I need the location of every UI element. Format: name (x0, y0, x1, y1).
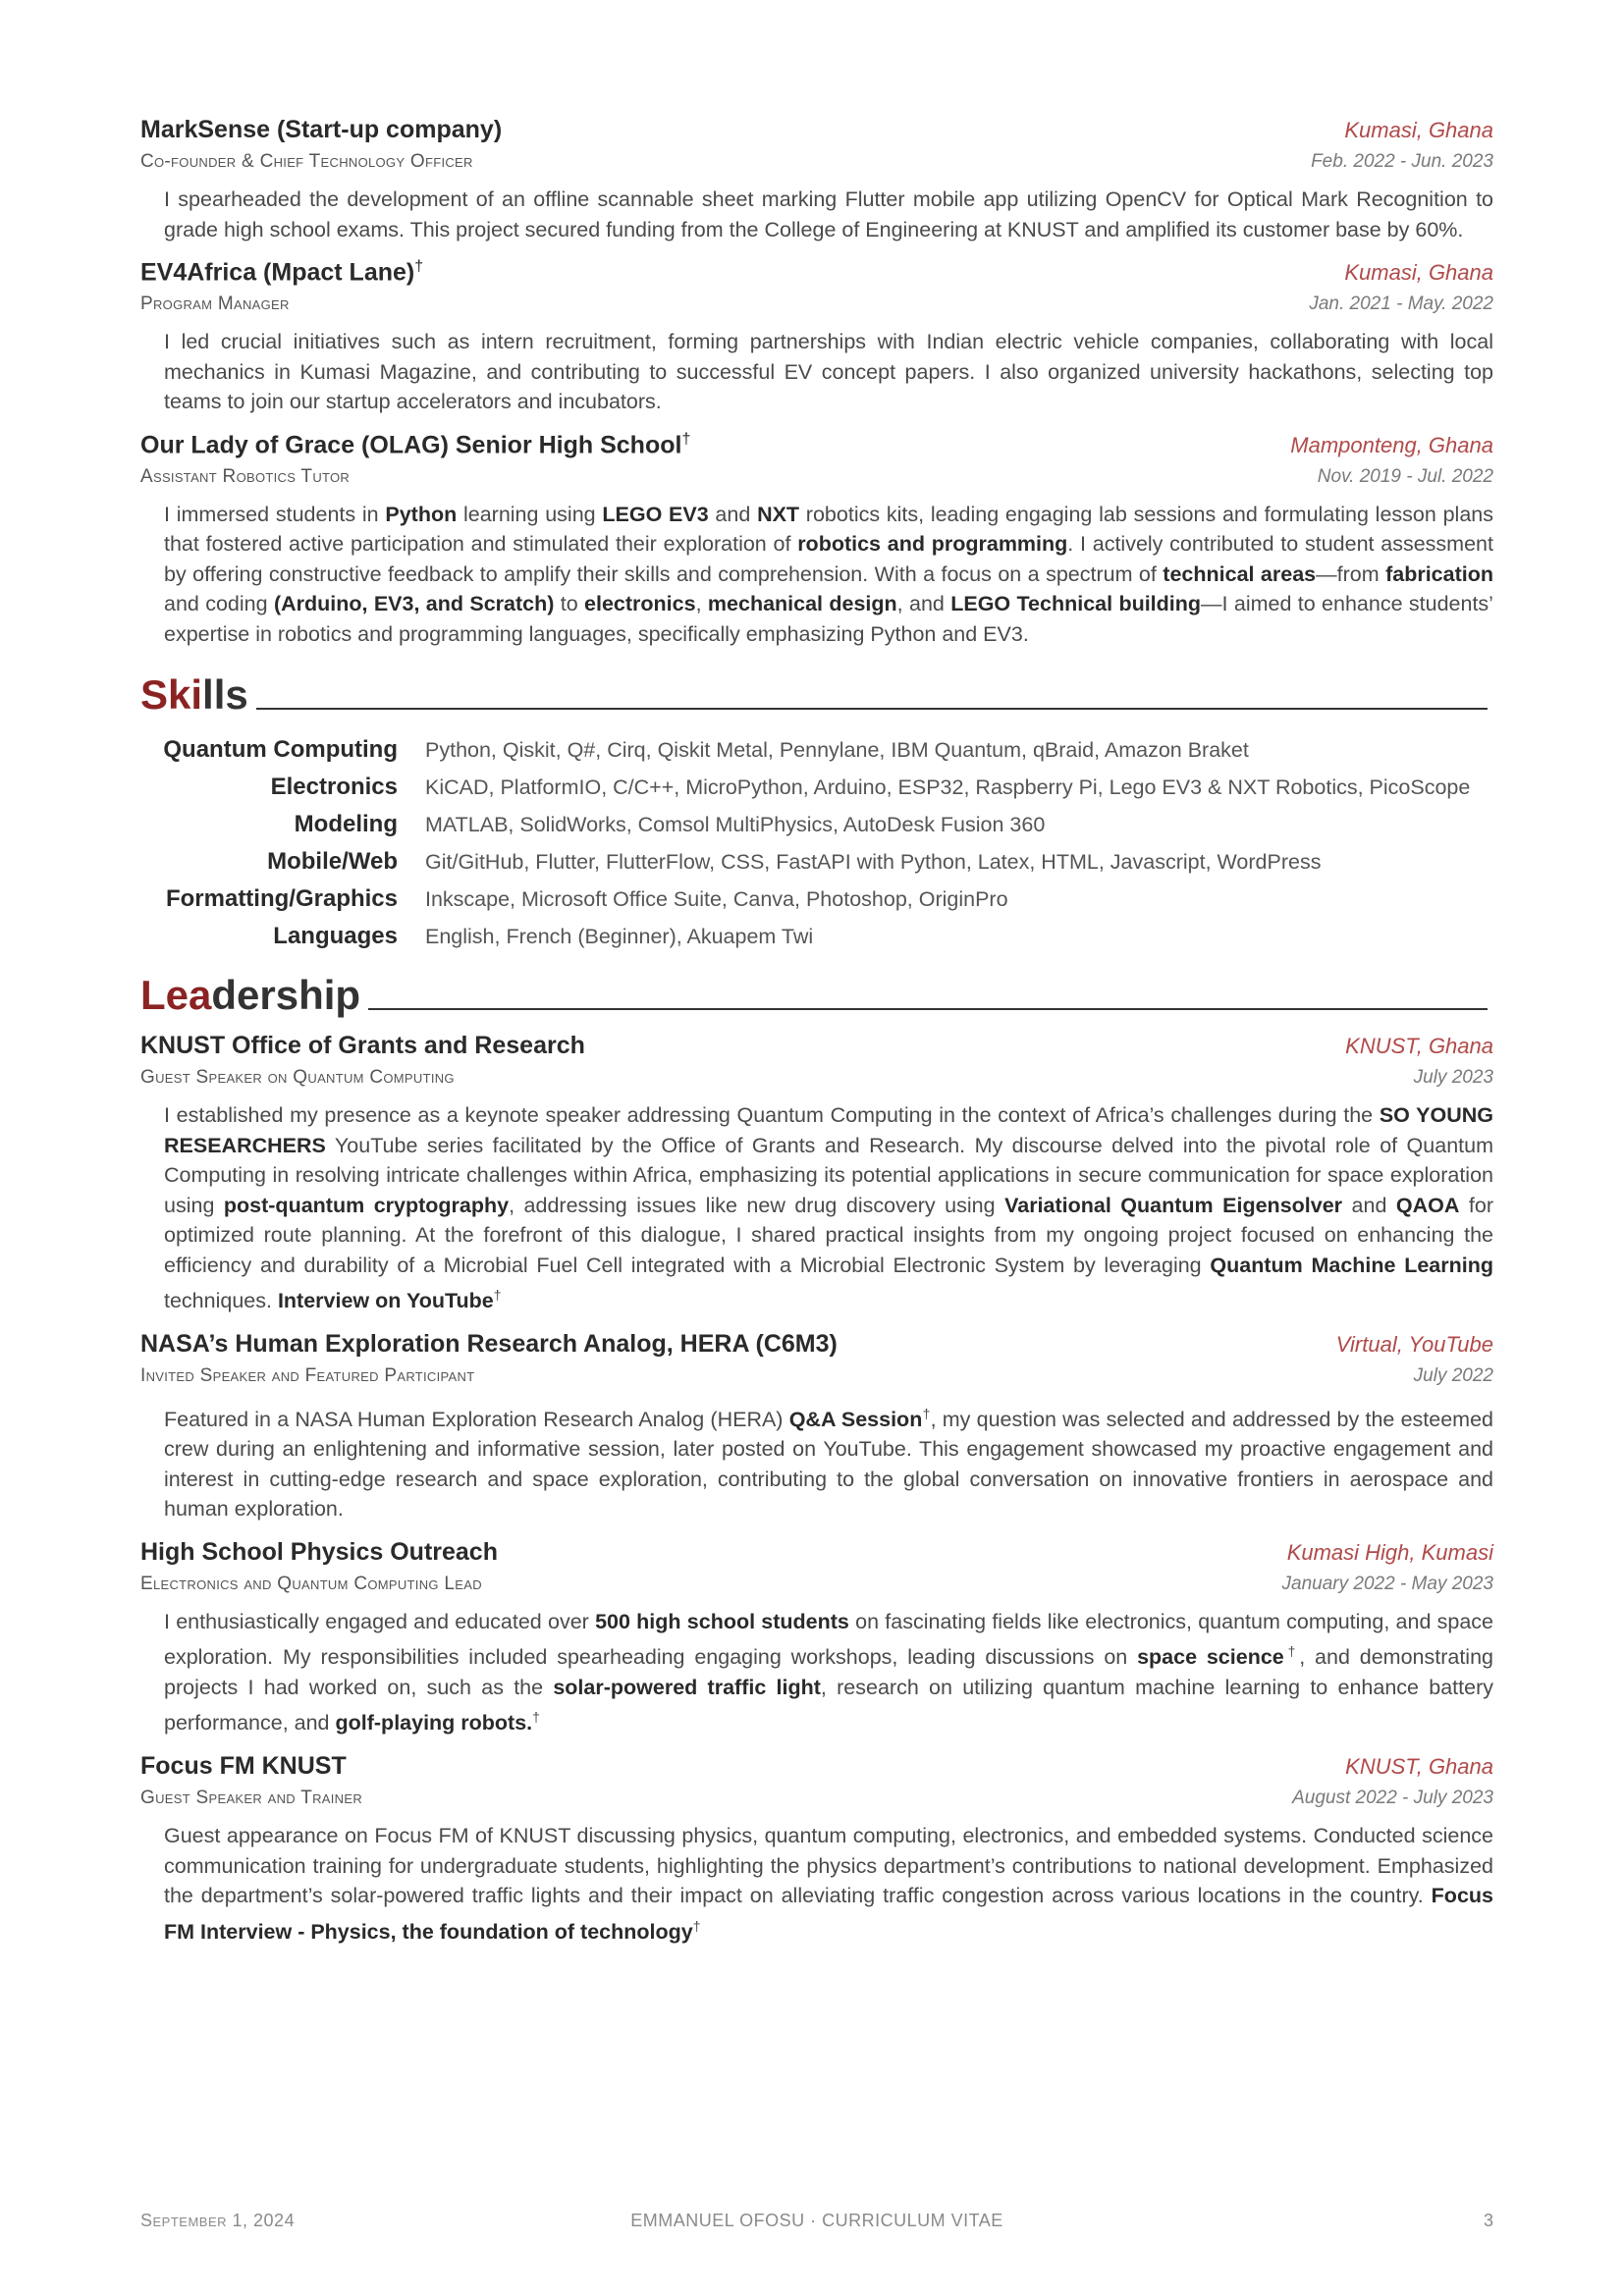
qa-session-link[interactable]: Q&A Session (788, 1407, 923, 1431)
entry-organization: KNUST Office of Grants and Research (140, 1032, 585, 1059)
leadership-entry-focus-fm (140, 1752, 1493, 1947)
skill-category: Formatting/Graphics (165, 885, 398, 912)
section-title-rest: dership (211, 972, 361, 1018)
entry-location: Kumasi, Ghana (1344, 260, 1493, 286)
experience-entry-ev4africa (140, 258, 1493, 417)
footer-page-number: 3 (1483, 2211, 1493, 2230)
cv-page (140, 116, 1493, 1960)
entry-description: I immersed students in Python learning using LEGO EV3 and NXT robotics kits, leading engaging lab sessions and formulating lesson plans that fostered active participation and stimulated their exploration of robotics and programming. I actively contributed to student assessment by offering constructive feedback to amplify their skills and comprehension. With a focus on a spectrum of technical areas—from fabrication and coding (Arduino, EV3, and Scratch) to electronics, mechanical design, and LEGO Technical building—I aimed to enhance students’ expertise in robotics and programming languages, specifically emphasizing Python and EV3. (164, 502, 1493, 646)
section-title-rest: lls (202, 671, 248, 718)
dagger-link-marker[interactable]: † (681, 430, 691, 448)
entry-date: August 2022 - July 2023 (1292, 1788, 1493, 1809)
entry-location: Virtual, YouTube (1335, 1331, 1493, 1357)
section-divider (368, 1008, 1488, 1010)
golf-robots-link[interactable]: golf-playing robots. (335, 1711, 533, 1735)
entry-description: Guest appearance on Focus FM of KNUST discussing physics, quantum computing, electronics, and embedded systems. Conducted science communication training for undergraduate students, highlighting the physics department’s contributions to national development. Emphasized the department’s solar-powered traffic lights and their impact on alleviating traffic congestion across various locations in the country. Focus FM Interview - Physics, the foundation of technology† (164, 1824, 1493, 1944)
footer-title: EMMANUEL OFOSU · CURRICULUM VITAE (630, 2211, 1003, 2230)
experience-entry-marksense (140, 116, 1493, 244)
leadership-section-heading (140, 963, 1493, 1018)
leadership-entry-nasa-hera (140, 1330, 1493, 1524)
entry-organization: NASA’s Human Exploration Research Analog, HERA (C6M3) (140, 1329, 838, 1358)
entry-organization: MarkSense (Start-up company) (140, 116, 503, 143)
entry-organization: Our Lady of Grace (OLAG) Senior High School† (140, 430, 691, 458)
entry-location: Mamponteng, Ghana (1290, 432, 1493, 457)
skill-category: Languages (273, 923, 398, 949)
page-footer (140, 2211, 1493, 2240)
entry-role: Invited Speaker and Featured Participant (140, 1364, 475, 1386)
entry-organization: Focus FM KNUST (140, 1752, 347, 1781)
entry-location: Kumasi High, Kumasi (1286, 1539, 1493, 1565)
entry-description: I led crucial initiatives such as intern recruitment, forming partnerships with Indian electric vehicle companies, collaborating with local mechanics in Kumasi Magazine, and contributing to successful EV concept papers. I also organized university hackathons, selecting top teams to join our startup accelerators and incubators. (164, 330, 1493, 413)
section-title-accent: Lea (140, 972, 212, 1018)
entry-description: I established my presence as a keynote speaker addressing Quantum Computing in the context of Africa’s challenges during the SO YOUNG RESEARCHERS YouTube series facilitated by the Office of Grants and Research. My discourse delved into the pivotal role of Quantum Computing in resolving intricate challenges within Africa, emphasizing its potential applications in secure communication for space exploration using post-quantum cryptography, addressing issues like new drug discovery using Variational Quantum Eigensolver and QAOA for optimized route planning. At the forefront of this dialogue, I shared practical insights from my ongoing project focused on enhancing the efficiency and durability of a Microbial Fuel Cell integrated with a Microbial Electronic System by leveraging Quantum Machine Learning techniques. Interview on YouTube† (164, 1103, 1493, 1313)
entry-organization: High School Physics Outreach (140, 1537, 498, 1566)
entry-role: Guest Speaker and Trainer (140, 1788, 363, 1809)
skills-section-heading (140, 663, 1493, 718)
entry-description: Featured in a NASA Human Exploration Research Analog (HERA) Q&A Session†, my question was selected and addressed by the esteemed crew during an enlightening and informative session, later posted on YouTube. This engagement showcased my proactive engagement and interest in cutting-edge research and space exploration, contributing to the global conversation on innovative frontiers in aerospace and human exploration. (164, 1405, 1493, 1522)
skill-category: Mobile/Web (267, 848, 398, 875)
entry-location: Kumasi, Ghana (1344, 118, 1493, 142)
skill-value: English, French (Beginner), Akuapem Twi (425, 925, 814, 948)
footer-date: September 1, 2024 (140, 2211, 296, 2230)
dagger-link-marker[interactable]: † (414, 258, 424, 275)
skill-category: Modeling (294, 811, 398, 837)
experience-entry-olag (140, 431, 1493, 650)
leadership-entry-knust-grants (140, 1032, 1493, 1316)
entry-date: July 2023 (1413, 1067, 1493, 1088)
section-divider (256, 708, 1488, 710)
skill-value: KiCAD, PlatformIO, C/C++, MicroPython, Arduino, ESP32, Raspberry Pi, Lego EV3 & NXT Robotics, PicoScope (425, 775, 1471, 799)
entry-role: Program Manager (140, 294, 290, 314)
entry-location: KNUST, Ghana (1345, 1034, 1493, 1058)
skill-category: Electronics (270, 774, 398, 800)
skill-value: Inkscape, Microsoft Office Suite, Canva, Photoshop, OriginPro (425, 887, 1008, 911)
entry-role: Electronics and Quantum Computing Lead (140, 1573, 482, 1594)
leadership-entry-physics-outreach (140, 1538, 1493, 1738)
section-title-accent: Ski (140, 671, 203, 718)
entry-role: Assistant Robotics Tutor (140, 465, 351, 487)
entry-date: Nov. 2019 - Jul. 2022 (1317, 465, 1493, 487)
entry-date: Jan. 2021 - May. 2022 (1309, 294, 1493, 314)
skill-value: Git/GitHub, Flutter, FlutterFlow, CSS, FastAPI with Python, Latex, HTML, Javascript, WordPress (425, 850, 1322, 874)
entry-date: January 2022 - May 2023 (1281, 1573, 1493, 1594)
skill-category: Quantum Computing (163, 736, 398, 763)
space-science-link[interactable]: space science (1137, 1645, 1284, 1670)
skills-table (140, 731, 1493, 955)
entry-date: July 2022 (1413, 1364, 1493, 1386)
entry-description: I spearheaded the development of an offline scannable sheet marking Flutter mobile app utilizing OpenCV for Optical Mark Recognition to grade high school exams. This project secured funding from the College of Engineering at KNUST and amplified its customer base by 60%. (164, 187, 1493, 241)
entry-location: KNUST, Ghana (1345, 1754, 1493, 1780)
interview-youtube-link[interactable]: Interview on YouTube (277, 1289, 494, 1313)
focus-fm-interview-link[interactable]: Focus FM Interview - Physics, the foundation of technology (164, 1884, 1493, 1944)
entry-organization: EV4Africa (Mpact Lane)† (140, 258, 424, 287)
entry-role: Co-founder & Chief Technology Officer (140, 151, 473, 172)
skill-value: Python, Qiskit, Q#, Cirq, Qiskit Metal, Pennylane, IBM Quantum, qBraid, Amazon Braket (425, 738, 1249, 762)
entry-role: Guest Speaker on Quantum Computing (140, 1067, 455, 1088)
skill-value: MATLAB, SolidWorks, Comsol MultiPhysics, AutoDesk Fusion 360 (425, 813, 1046, 836)
entry-description: I enthusiastically engaged and educated over 500 high school students on fascinating fields like electronics, quantum computing, and space exploration. My responsibilities included spearheading engaging workshops, leading discussions on space science†, and demonstrating projects I had worked on, such as the solar-powered traffic light, research on utilizing quantum machine learning to enhance battery performance, and golf-playing robots.† (164, 1609, 1494, 1735)
entry-date: Feb. 2022 - Jun. 2023 (1311, 151, 1493, 172)
